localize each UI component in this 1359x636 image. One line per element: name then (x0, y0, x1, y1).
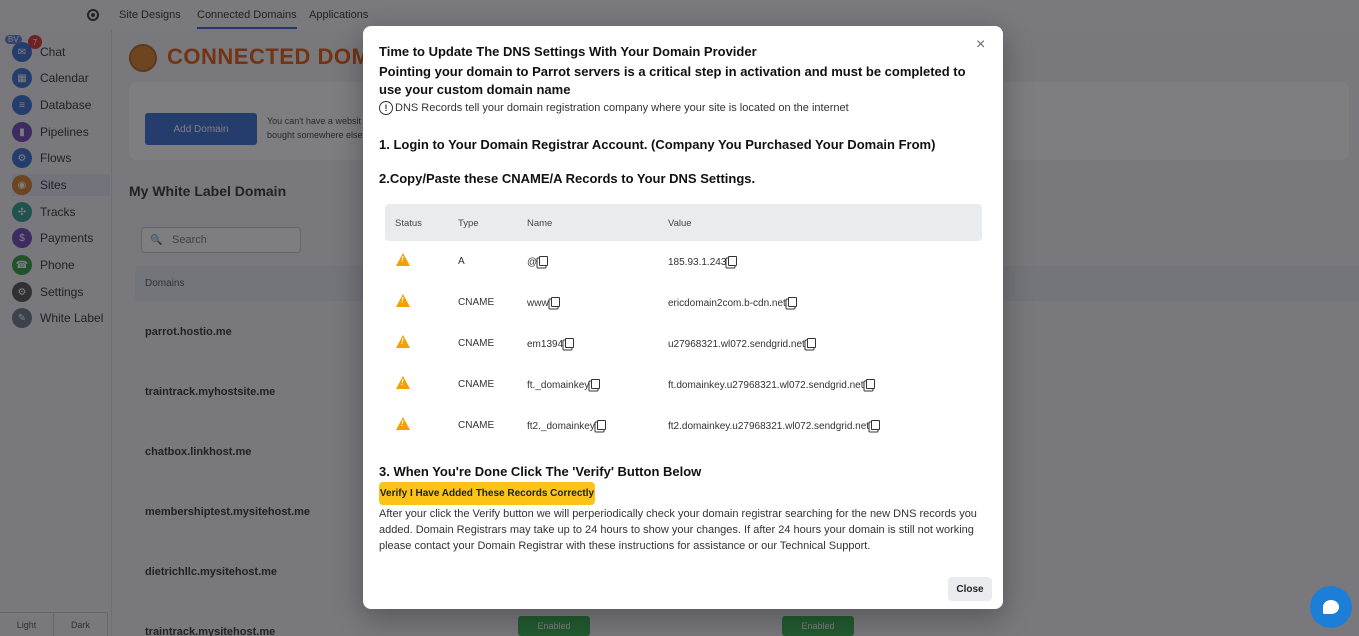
step-2: 2.Copy/Paste these CNAME/A Records to Your DNS Settings. (379, 171, 756, 186)
record-value (668, 256, 737, 268)
record-value (668, 338, 816, 350)
modal-subtitle: Pointing your domain to Parrot servers is a critical step in activation and must be completed to use your custom domain name (379, 64, 966, 97)
record-name (527, 297, 560, 309)
step-3: 3. When You're Done Click The 'Verify' Button Below (379, 464, 702, 479)
record-name-text: @ (527, 257, 538, 268)
record-type: CNAME (458, 379, 495, 390)
dns-settings-modal (363, 26, 1003, 609)
record-name (527, 420, 606, 432)
record-value-text: ericdomain2com.b-cdn.net (668, 298, 786, 309)
record-value (668, 420, 880, 432)
record-name-text: www (527, 298, 549, 309)
record-name (527, 256, 548, 268)
copy-icon[interactable] (728, 256, 737, 266)
table-row (385, 282, 982, 323)
close-button[interactable]: Close (948, 577, 992, 601)
info-icon: ! (379, 101, 393, 115)
copy-icon[interactable] (866, 379, 875, 389)
record-value (668, 379, 875, 391)
info-text: DNS Records tell your domain registration company where your site is located on the internet (395, 102, 849, 114)
info-note (379, 101, 849, 115)
record-type: CNAME (458, 297, 495, 308)
copy-icon[interactable] (539, 256, 548, 266)
table-row (385, 364, 982, 405)
table-row (385, 405, 982, 446)
copy-icon[interactable] (591, 379, 600, 389)
column-value: Value (668, 218, 692, 229)
copy-icon[interactable] (597, 420, 606, 430)
record-name-text: em1394 (527, 339, 564, 350)
column-name: Name (527, 218, 553, 229)
warning-icon (396, 253, 410, 266)
table-row (385, 241, 982, 282)
verify-button[interactable]: Verify I Have Added These Records Correctly (379, 482, 595, 505)
record-value (668, 297, 797, 309)
record-type: CNAME (458, 338, 495, 349)
record-value-text: 185.93.1.243 (668, 257, 727, 268)
warning-icon (396, 335, 410, 348)
chat-widget-button[interactable] (1310, 586, 1352, 628)
record-name (527, 379, 600, 391)
records-header (385, 204, 982, 241)
record-type: CNAME (458, 420, 495, 431)
verify-explanation: After your click the Verify button we will perperiodically check your domain registrar searching for the new DNS records you added. Domain Registrars may take up to 24 hours to show your changes. If after 24 hours your domain is still not working please contact your Domain Registrar with these instructions for assistance or our Technical Support. (379, 508, 977, 552)
step-1: 1. Login to Your Domain Registrar Account. (Company You Purchased Your Domain From) (379, 137, 936, 152)
warning-icon (396, 376, 410, 389)
copy-icon[interactable] (565, 338, 574, 348)
copy-icon[interactable] (551, 297, 560, 307)
modal-title: Time to Update The DNS Settings With Your Domain Provider (379, 44, 757, 59)
record-value-text: u27968321.wl072.sendgrid.net (668, 339, 805, 350)
copy-icon[interactable] (788, 297, 797, 307)
record-type: A (458, 256, 465, 267)
record-value-text: ft2.domainkey.u27968321.wl072.sendgrid.net (668, 421, 870, 432)
column-type: Type (458, 218, 479, 229)
copy-icon[interactable] (807, 338, 816, 348)
dns-records-table (385, 204, 982, 446)
warning-icon (396, 417, 410, 430)
chat-bubble-icon (1323, 600, 1339, 614)
warning-icon (396, 294, 410, 307)
record-name-text: ft2._domainkey (527, 421, 595, 432)
table-row (385, 323, 982, 364)
record-value-text: ft.domainkey.u27968321.wl072.sendgrid.net (668, 380, 864, 391)
record-name (527, 338, 574, 350)
close-icon[interactable]: × (976, 36, 986, 53)
column-status: Status (395, 218, 422, 229)
record-name-text: ft._domainkey (527, 380, 590, 391)
copy-icon[interactable] (871, 420, 880, 430)
